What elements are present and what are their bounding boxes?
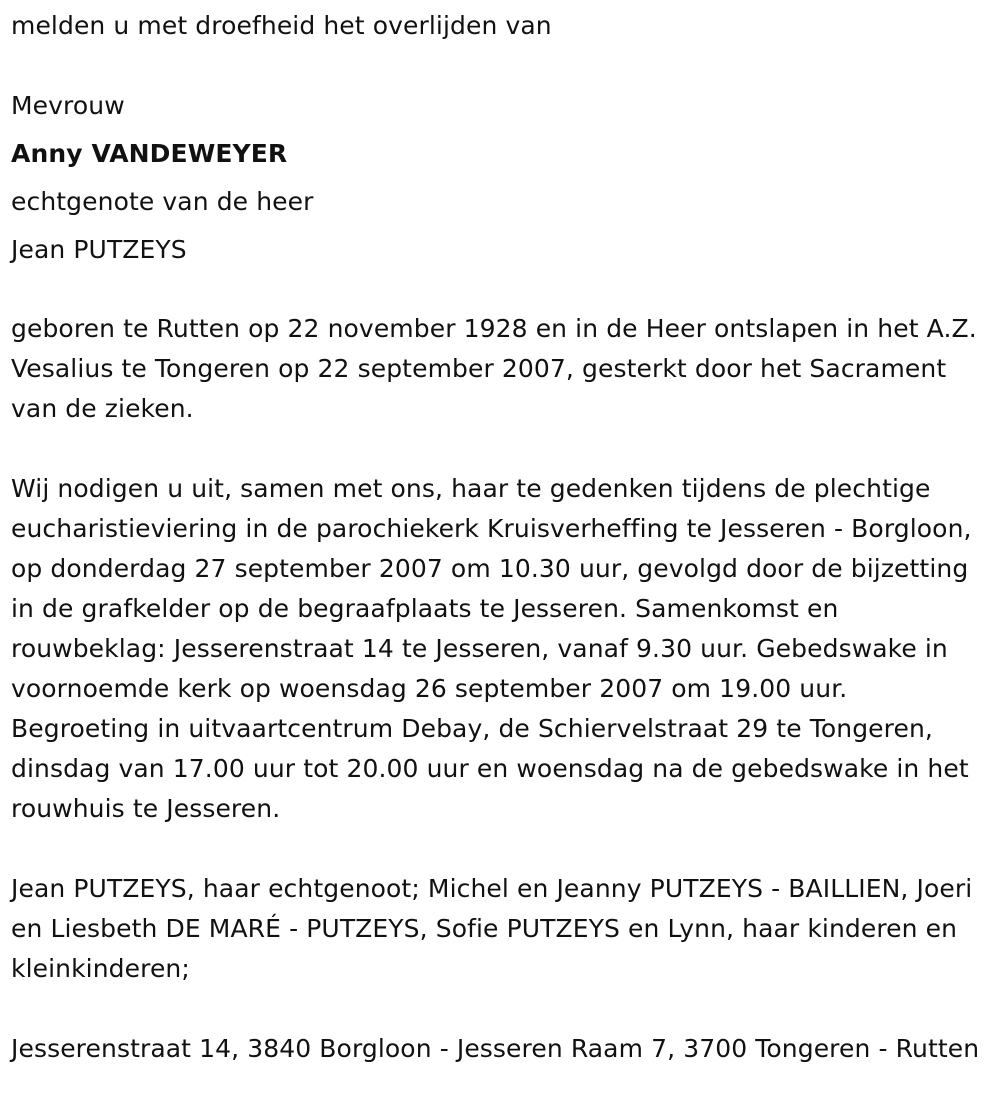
family-paragraph: Jean PUTZEYS, haar echtgenoot; Michel en Jeanny PUTZEYS - BAILLIEN, Joeri en Liesbeth DE MARÉ - PUTZEYS, Sofie PUTZEYS en Lynn, haar kinderen en kleinkinderen;	[11, 874, 973, 983]
honorific: Mevrouw	[11, 91, 125, 120]
relation-text: echtgenote van de heer	[11, 187, 314, 216]
funeral-invitation-paragraph: Wij nodigen u uit, samen met ons, haar te gedenken tijdens de plechtige eucharistieviering in de parochiekerk Kruisverheffing te Jesseren - Borgloon, op donderdag 27 september 2007 om 10.30 uur, gevolgd door de bijzetting in de grafkelder op de begraafplaats te Jesseren. Samenkomst en rouwbeklag: Jesserenstraat 14 te Jesseren, vanaf 9.30 uur. Gebedswake in voornoemde kerk op woensdag 26 september 2007 om 19.00 uur. Begroeting in uitvaartcentrum Debay, de Schiervelstraat 29 te Tongeren, dinsdag van 17.00 uur tot 20.00 uur en woensdag na de gebedswake in het rouwhuis te Jesseren.	[11, 474, 972, 823]
intro-text: melden u met droefheid het overlijden van	[11, 11, 552, 40]
addresses-paragraph: Jesserenstraat 14, 3840 Borgloon - Jesseren Raam 7, 3700 Tongeren - Rutten	[11, 1034, 980, 1063]
birth-death-paragraph: geboren te Rutten op 22 november 1928 en in de Heer ontslapen in het A.Z. Vesalius te Tongeren op 22 september 2007, gesterkt door het Sacrament van de zieken.	[11, 314, 977, 423]
spouse-name: Jean PUTZEYS	[11, 235, 187, 264]
deceased-name: Anny VANDEWEYER	[11, 139, 288, 168]
obituary-document	[11, 6, 986, 1069]
